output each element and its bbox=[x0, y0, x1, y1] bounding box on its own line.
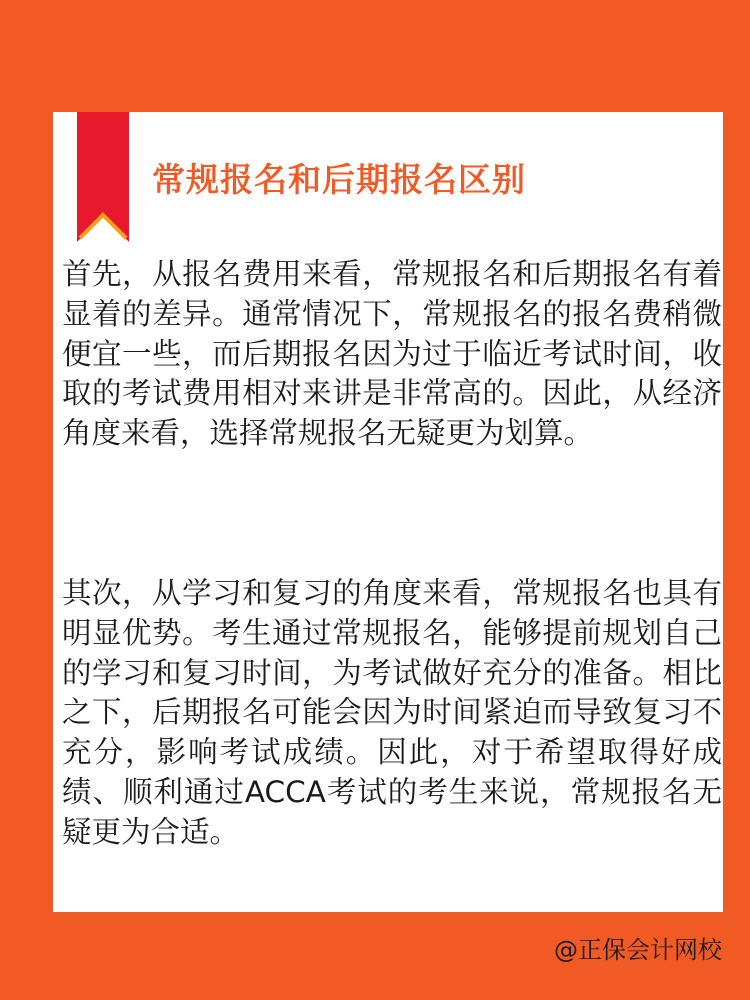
page-title: 常规报名和后期报名区别 bbox=[152, 160, 526, 199]
brand-watermark: @正保会计网校 bbox=[554, 936, 722, 964]
paragraph-study-advantage: 其次，从学习和复习的角度来看，常规报名也具有明显优势。考生通过常规报名，能够提前规划自己的学习和复习时间，为考试做好充分的准备。相比之下，后期报名可能会因为时间紧迫而导致复习不充分，影响考试成绩。因此，对于希望取得好成绩、顺利通过ACCA考试的考生来说，常规报名无疑更为合适。 bbox=[62, 576, 722, 849]
paragraph-registration-fee: 首先，从报名费用来看，常规报名和后期报名有着显着的差异。通常情况下，常规报名的报名费稍微便宜一些，而后期报名因为过于临近考试时间，收取的考试费用相对来讲是非常高的。因此，从经济角度来看，选择常规报名无疑更为划算。 bbox=[62, 257, 722, 451]
bookmark-ribbon-icon bbox=[77, 112, 129, 242]
